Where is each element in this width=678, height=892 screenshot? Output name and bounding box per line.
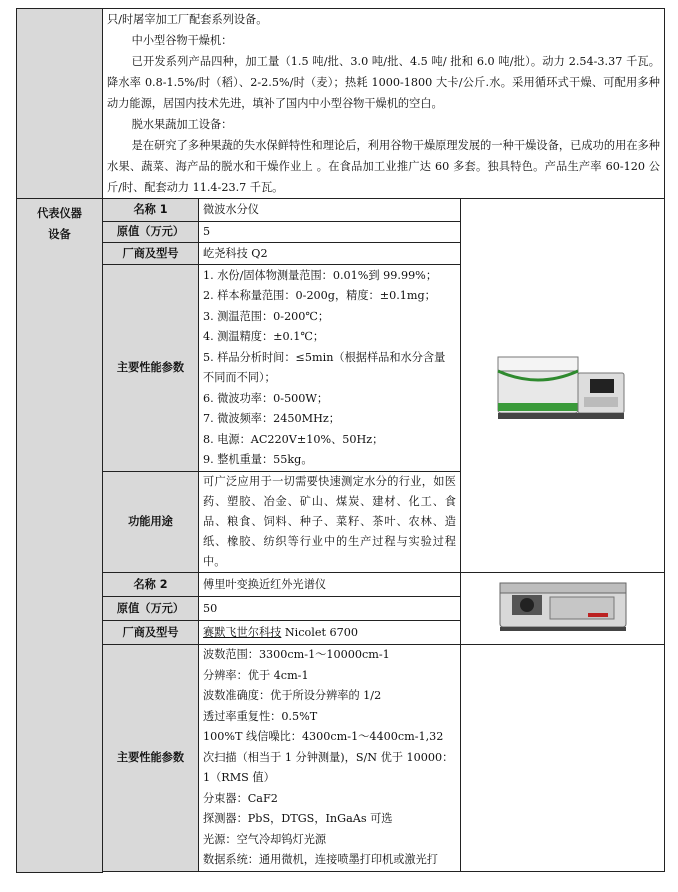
microwave-moisture-analyzer-image xyxy=(488,327,638,437)
intro-paragraph: 是在研究了多种果蔬的失水保鲜特性和理论后，利用谷物干燥原理发展的一种干燥设备，已成功的用在多种水果、蔬菜、海产品的脱水和干燥作业上 。在食品加工业推广达 60 多套。独具特色。产品生产率 60-120 公斤/时、配套动力 11.4-23.7 千瓦。 xyxy=(107,139,660,194)
maker-brand: 赛默飞世尔科技 xyxy=(203,625,282,639)
maker-model: Nicolet 6700 xyxy=(281,625,358,639)
function-label: 功能用途 xyxy=(103,472,199,573)
instrument-function: 可广泛应用于一切需要快速测定水分的行业，如医药、塑胶、冶金、矿山、煤炭、建材、化工、食品、粮食、饲料、种子、菜籽、茶叶、农林、造纸、橡胶、纺织等行业中的生产过程与实验过程中。 xyxy=(199,472,461,573)
price-label: 原值（万元） xyxy=(103,222,199,243)
equipment-table xyxy=(16,8,665,873)
instrument-photo-cell xyxy=(461,573,665,645)
param-item: 波数准确度：优于所设分辨率的 1/2 xyxy=(203,689,382,703)
param-item: 分束器：CaF2 xyxy=(203,791,278,805)
instrument-maker xyxy=(199,621,461,645)
param-item: 分辨率：优于 4cm-1 xyxy=(203,668,309,682)
param-item: 100%T 线信噪比：4300cm-1～4400cm-1,32 次扫描（相当于 1 分钟测量)，S/N 优于 10000：1（RMS 值） xyxy=(203,730,454,785)
instrument-params xyxy=(199,645,461,872)
intro-heading-dehydration: 脱水果蔬加工设备： xyxy=(131,118,233,131)
intro-text-cell xyxy=(103,9,665,199)
intro-paragraph: 只/时屠宰加工厂配套系列设备。 xyxy=(107,13,268,26)
param-item: 3. 测温范围：0-200℃； xyxy=(203,309,330,323)
category-label: 代表仪器 设备 xyxy=(37,207,82,241)
params-label: 主要性能参数 xyxy=(103,265,199,472)
instrument-price: 50 xyxy=(199,597,461,621)
document-page xyxy=(16,8,664,867)
param-item: 1. 水份/固体物测量范围：0.01%到 99.99%； xyxy=(203,268,438,282)
instrument-maker: 屹尧科技 Q2 xyxy=(199,243,461,265)
intro-paragraph: 已开发系列产品四种，加工量（1.5 吨/批、3.0 吨/批、4.5 吨/ 批和 6.0 吨/批）。动力 2.54-3.37 千瓦。降水率 0.8-1.5%/时（稻）、2-2.5%/时（麦）；热耗 1000-1800 大卡/公斤.水。采用循环式干燥、可配用多种动力能源，居国内技术先进，填补了国内中小型谷物干燥机的空白。 xyxy=(107,55,660,110)
param-item: 5. 样品分析时间：≤5min（根据样品和水分含量不同而不同）； xyxy=(203,350,446,384)
maker-label: 厂商及型号 xyxy=(103,243,199,265)
category-cell xyxy=(17,199,103,873)
empty-cell xyxy=(461,645,665,872)
param-item: 透过率重复性：0.5%T xyxy=(203,709,318,723)
instrument-price: 5 xyxy=(199,222,461,243)
intro-category-cell xyxy=(17,9,103,199)
param-item: 数据系统：通用微机，连接喷墨打印机或激光打 xyxy=(203,853,438,867)
name-label: 名称 2 xyxy=(103,573,199,597)
price-label: 原值（万元） xyxy=(103,597,199,621)
param-item: 4. 测温精度：±0.1℃； xyxy=(203,330,325,343)
param-item: 6. 微波功率：0-500W； xyxy=(203,391,329,405)
maker-label: 厂商及型号 xyxy=(103,621,199,645)
instrument-name: 微波水分仪 xyxy=(199,199,461,222)
param-item: 光源：空气冷却钨灯光源 xyxy=(203,832,327,846)
ftnir-spectrometer-image xyxy=(488,573,638,637)
param-item: 9. 整机重量：55kg。 xyxy=(203,453,313,466)
param-item: 8. 电源：AC220V±10%、50Hz； xyxy=(203,432,384,446)
intro-heading-grain-dryer: 中小型谷物干燥机： xyxy=(131,34,233,47)
instrument-photo-cell xyxy=(461,199,665,573)
param-item: 2. 样本称量范围：0-200g，精度：±0.1mg； xyxy=(203,289,436,302)
params-label: 主要性能参数 xyxy=(103,645,199,872)
instrument-name: 傅里叶变换近红外光谱仪 xyxy=(199,573,461,597)
param-item: 探测器：PbS，DTGS，InGaAs 可选 xyxy=(203,812,393,826)
param-item: 波数范围：3300cm-1～10000cm-1 xyxy=(203,648,390,662)
instrument-params xyxy=(199,265,461,472)
param-item: 7. 微波频率：2450MHz； xyxy=(203,412,340,425)
name-label: 名称 1 xyxy=(103,199,199,222)
